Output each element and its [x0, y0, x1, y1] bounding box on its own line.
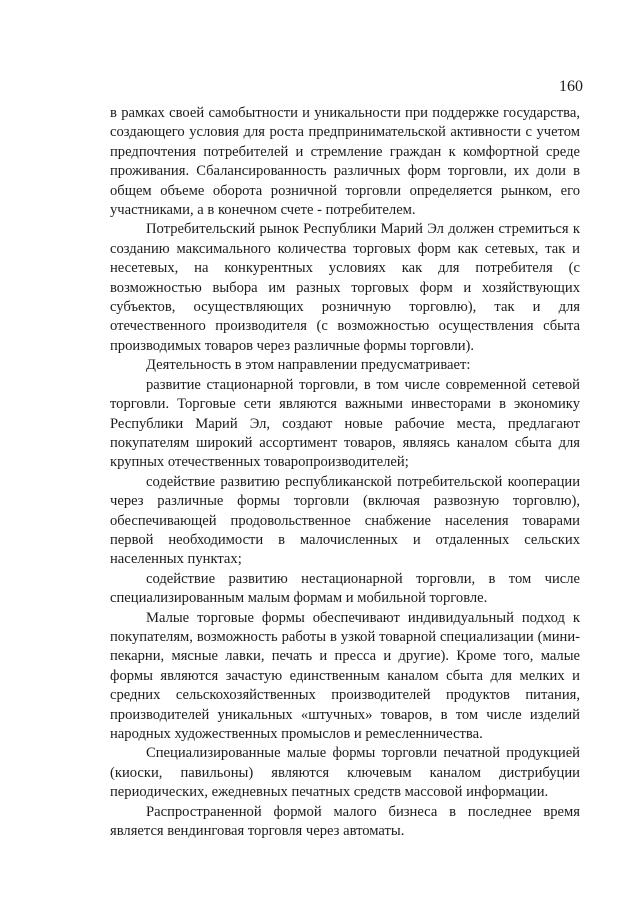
list-item: содействие развитию республиканской потребительской кооперации через различные формы торговли (включая развозную торговлю), обеспечивающей продовольственное снабжение населения товарами первой необходимости в малочисленных и отдаленных сельских населенных пунктах; [110, 473, 580, 568]
list-item: развитие стационарной торговли, в том числе современной сетевой торговли. Торговые сети являются важными инвесторами в экономику Республики Марий Эл, создают новые рабочие места, предлагают покупателям широкий ассортимент товаров, являясь каналом сбыта для крупных отечественных товаропроизводителей; [110, 376, 580, 471]
page-number: 160 [559, 78, 583, 95]
paragraph: в рамках своей самобытности и уникальности при поддержке государства, создающего условия для роста предпринимательской активности с учетом предпочтения потребителей и стремление граждан к комфортной среде проживания. Сбалансированность различных форм торговли, их доли в общем объеме оборота розничной торговли определяется рынком, его участниками, а в конечном счете - потребителем. [110, 105, 580, 219]
paragraph: Распространенной формой малого бизнеса в последнее время является вендинговая торговля через автоматы. [110, 803, 580, 840]
paragraph: Специализированные малые формы торговли печатной продукцией (киоски, павильоны) являются ключевым каналом дистрибуции периодических, ежедневных печатных средств массовой информации. [110, 745, 580, 801]
body-text [110, 104, 580, 841]
list-item: содействие развитию нестационарной торговли, в том числе специализированным малым формам и мобильной торговле. [110, 570, 580, 607]
paragraph: Потребительский рынок Республики Марий Эл должен стремиться к созданию максимального количества торговых форм как сетевых, так и несетевых, на конкурентных условиях как для потребителя (с возможностью выбора им разных торговых форм и хозяйствующих субъектов, осуществляющих розничную торговлю), так и для отечественного производителя (с возможностью осуществления сбыта производимых товаров через различные формы торговли). [110, 221, 580, 354]
paragraph: Малые торговые формы обеспечивают индивидуальный подход к покупателям, возможность работы в узкой товарной специализации (мини-пекарни, мясные лавки, печать и пресса и другие). Кроме того, малые формы являются зачастую единственным каналом сбыта для мелких и средних сельскохозяйственных производителей продуктов питания, производителей уникальных «штучных» товаров, в том числе изделий народных художественных промыслов и ремесленничества. [110, 609, 580, 742]
paragraph: Деятельность в этом направлении предусматривает: [146, 357, 471, 374]
